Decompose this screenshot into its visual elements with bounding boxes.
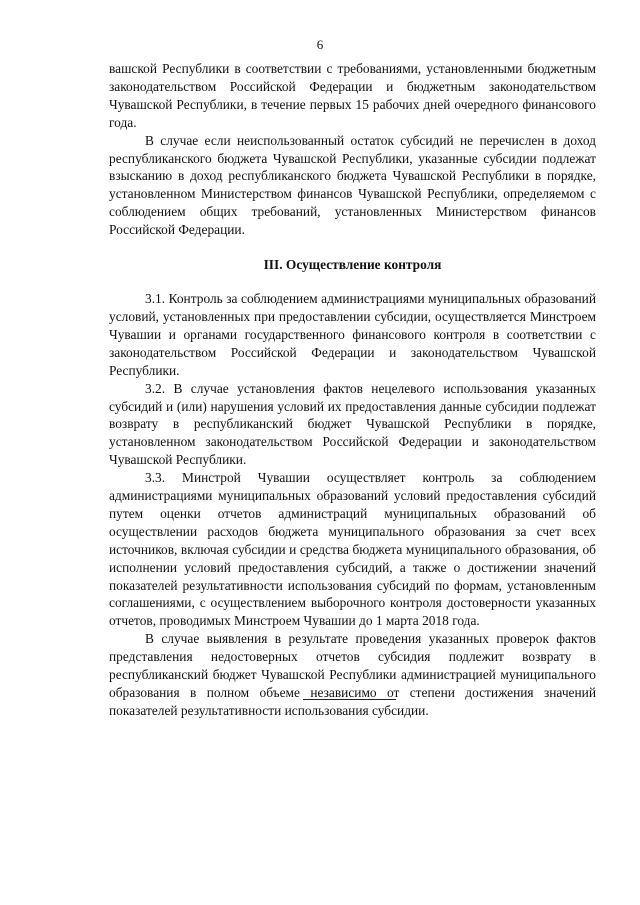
document-body: [109, 60, 596, 720]
paragraph-continuation: вашской Республики в соответствии с требованиями, установленными бюджетным законодательством Российской Федерации и бюджетным законодательством Чувашской Республики, в течение первых 15 рабочих дней очередного финансового года.: [109, 61, 596, 130]
paragraph-unused-subsidy-recovery: В случае если неиспользованный остаток субсидий не перечислен в доход республиканского бюджета Чувашской Республики, указанные субсидии подлежат взысканию в доход республиканского бюджета Чувашской Республики в порядке, установленном Министерством финансов Чувашской Республики, определяемом с соблюдением общих требований, установленных Министерством финансов Российской Федерации.: [109, 132, 596, 238]
clause-3-2: 3.2. В случае установления фактов нецелевого использования указанных субсидий и (или) нарушения условий их предоставления данные субсидии подлежат возврату в республиканский бюджет Чувашской Республики в порядке, установленном законодательством Российской Федерации и законодательством Чувашской Республики.: [109, 380, 596, 468]
clause-3-3: 3.3. Минстрой Чувашии осуществляет контроль за соблюдением администрациями муниципальных образований условий предоставления субсидий путем оценки отчетов администраций муниципальных образований об осуществлении расходов бюджета муниципального образования за счет всех источников, включая субсидии и средства бюджета муниципального образования, об исполнении условий предоставления субсидий, а также о достижении значений показателей результативности использования субсидий по формам, установленным соглашениями, с осуществлением выборочного контроля достоверности указанных отчетов, проводимых Минстроем Чувашии до 1 марта 2018 года.: [109, 470, 596, 629]
section-heading: III. Осуществление контроля: [263, 257, 442, 273]
paragraph-false-reports-refund: В случае выявления в результате проведения указанных проверок фактов представления недостоверных отчетов субсидия подлежит возврату в республиканский бюджет Чувашской Республики администрацией муниципального образования в полном объеме независимо от степени достижения значений показателей результативности использования субсидии.: [109, 631, 596, 718]
clause-3-1: 3.1. Контроль за соблюдением администрациями муниципальных образований условий, установленных при предоставлении субсидии, осуществляется Минстроем Чувашии и органами государственного финансового контроля в соответствии с законодательством Российской Федерации и законодательством Чувашской Республики.: [109, 291, 596, 378]
end-of-document-rule: [303, 699, 396, 700]
page-number: 6: [316, 37, 324, 52]
